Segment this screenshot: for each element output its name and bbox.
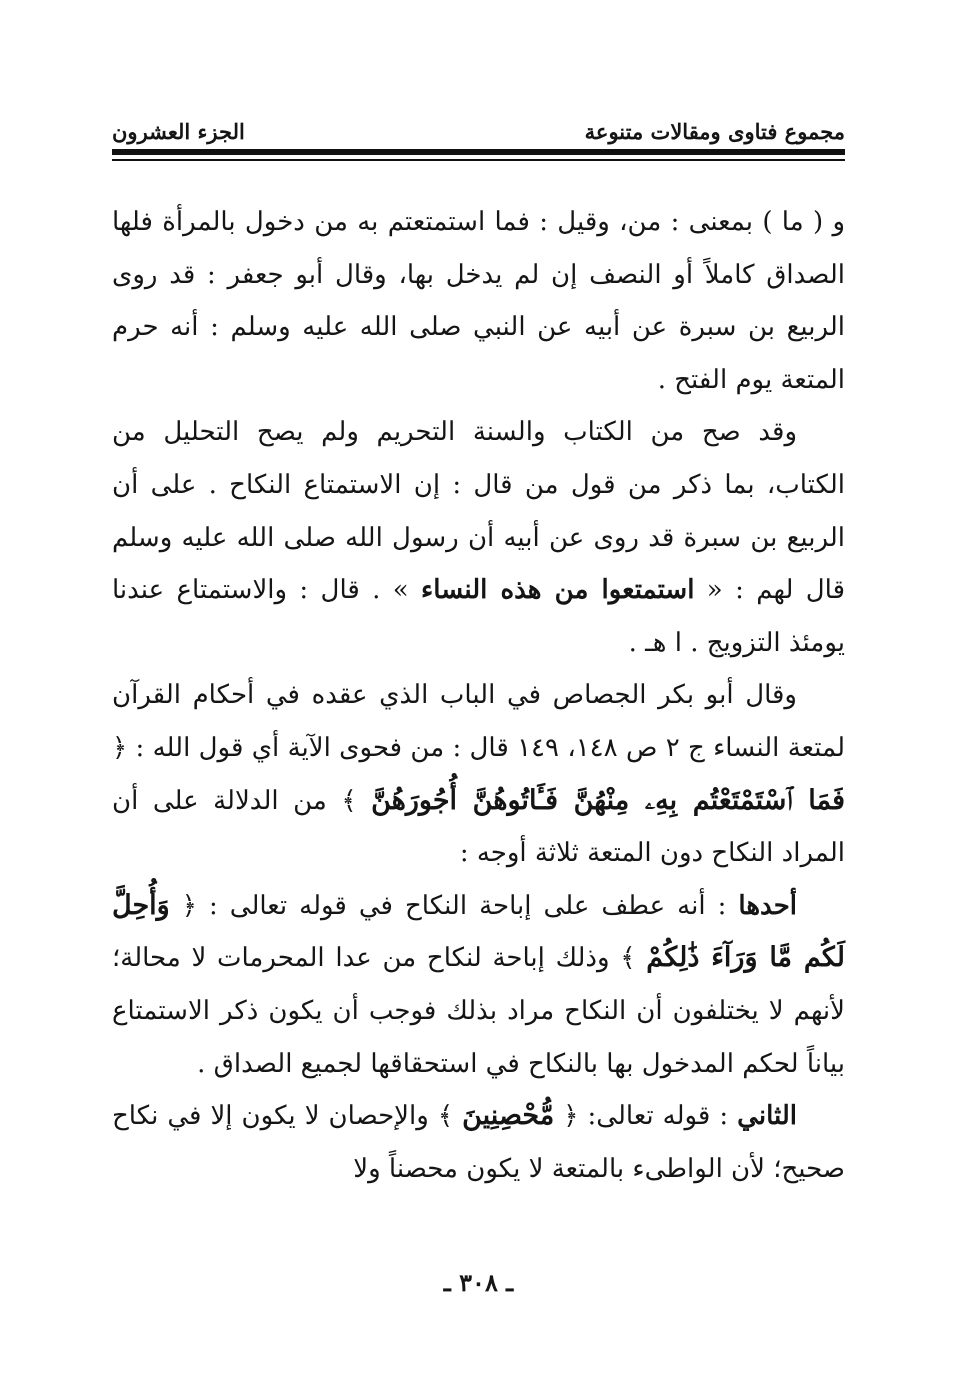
volume-label: الجزء العشرون	[112, 119, 245, 144]
paragraph-3-outro: ﴾ من الدلالة على أن المراد النكاح دون المتعة ثلاثة أوجه :	[112, 785, 845, 869]
book-title: مجموع فتاوى ومقالات متنوعة	[584, 119, 845, 144]
paragraph-5	[112, 1090, 845, 1195]
paragraph-2-outro: » . قال : والاستمتاع عندنا يومئذ التزويج . ا هـ .	[112, 575, 845, 658]
page-header	[112, 104, 845, 144]
page-number: ـ ٣٠٨ ـ	[443, 1268, 514, 1297]
paragraph-2-intro: وقد صح من الكتاب والسنة التحريم ولم يصح التحليل من الكتاب، بما ذكر من قول من قال : إن الاستمتاع النكاح . على أن الربيع بن سبرة قد روى عن أبيه أن رسول الله صلى الله عليه وسلم قال لهم : «	[112, 417, 846, 606]
paragraph-5-outro: ﴾ والإحصان لا يكون إلا في نكاح صحيح؛ لأن الواطىء بالمتعة لا يكون محصناً ولا	[112, 1101, 845, 1184]
paragraph-4-intro: : أنه عطف على إباحة النكاح في قوله تعالى : ﴿	[169, 890, 739, 921]
paragraph-3-intro: وقال أبو بكر الجصاص في الباب الذي عقده في أحكام القرآن لمتعة النساء ج ٢ ص ١٤٨، ١٤٩ قال : من فحوى الآية أي قول الله : ﴿	[112, 680, 845, 763]
hadith-quote: استمتعوا من هذه النساء	[421, 575, 695, 606]
paragraph-3	[112, 669, 845, 879]
body-text	[112, 196, 845, 1195]
paragraph-4-outro: ﴾ وذلك إباحة لنكاح من عدا المحرمات لا محالة؛ لأنهم لا يختلفون أن النكاح مراد بذلك فوجب أن يكون ذكر الاستمتاع بياناً لحكم المدخول بها بالنكاح في استحقاقها لجميع الصداق .	[112, 943, 845, 1079]
header-rule-thin	[112, 159, 845, 161]
quran-verse-1: فَمَا ٱسْتَمْتَعْتُم بِهِۦ مِنْهُنَّ فَـَٔاتُوهُنَّ أُجُورَهُنَّ	[371, 784, 845, 816]
paragraph-2	[112, 406, 845, 669]
header-rule-thick	[112, 149, 845, 155]
paragraph-1	[112, 196, 845, 406]
paragraph-1-text: و ( ما ) بمعنى : من، وقيل : فما استمتعتم به من دخول بالمرأة فلها الصداق كاملاً أو النصف إن لم يدخل بها، وقال أبو جعفر : قد روى الربيع بن سبرة عن أبيه عن النبي صلى الله عليه وسلم : أنه حرم المتعة يوم الفتح .	[112, 207, 845, 395]
quran-verse-3: مُّحْصِنِينَ	[462, 1100, 555, 1132]
quran-verse-2: وَأُحِلَّ لَكُم مَّا وَرَآءَ ذَٰلِكُمْ	[112, 889, 845, 974]
point-2-label: الثاني	[737, 1101, 797, 1132]
point-1-label: أحدها	[738, 890, 797, 921]
paragraph-4	[112, 880, 845, 1090]
paragraph-5-intro: : قوله تعالى: ﴿	[554, 1101, 738, 1132]
